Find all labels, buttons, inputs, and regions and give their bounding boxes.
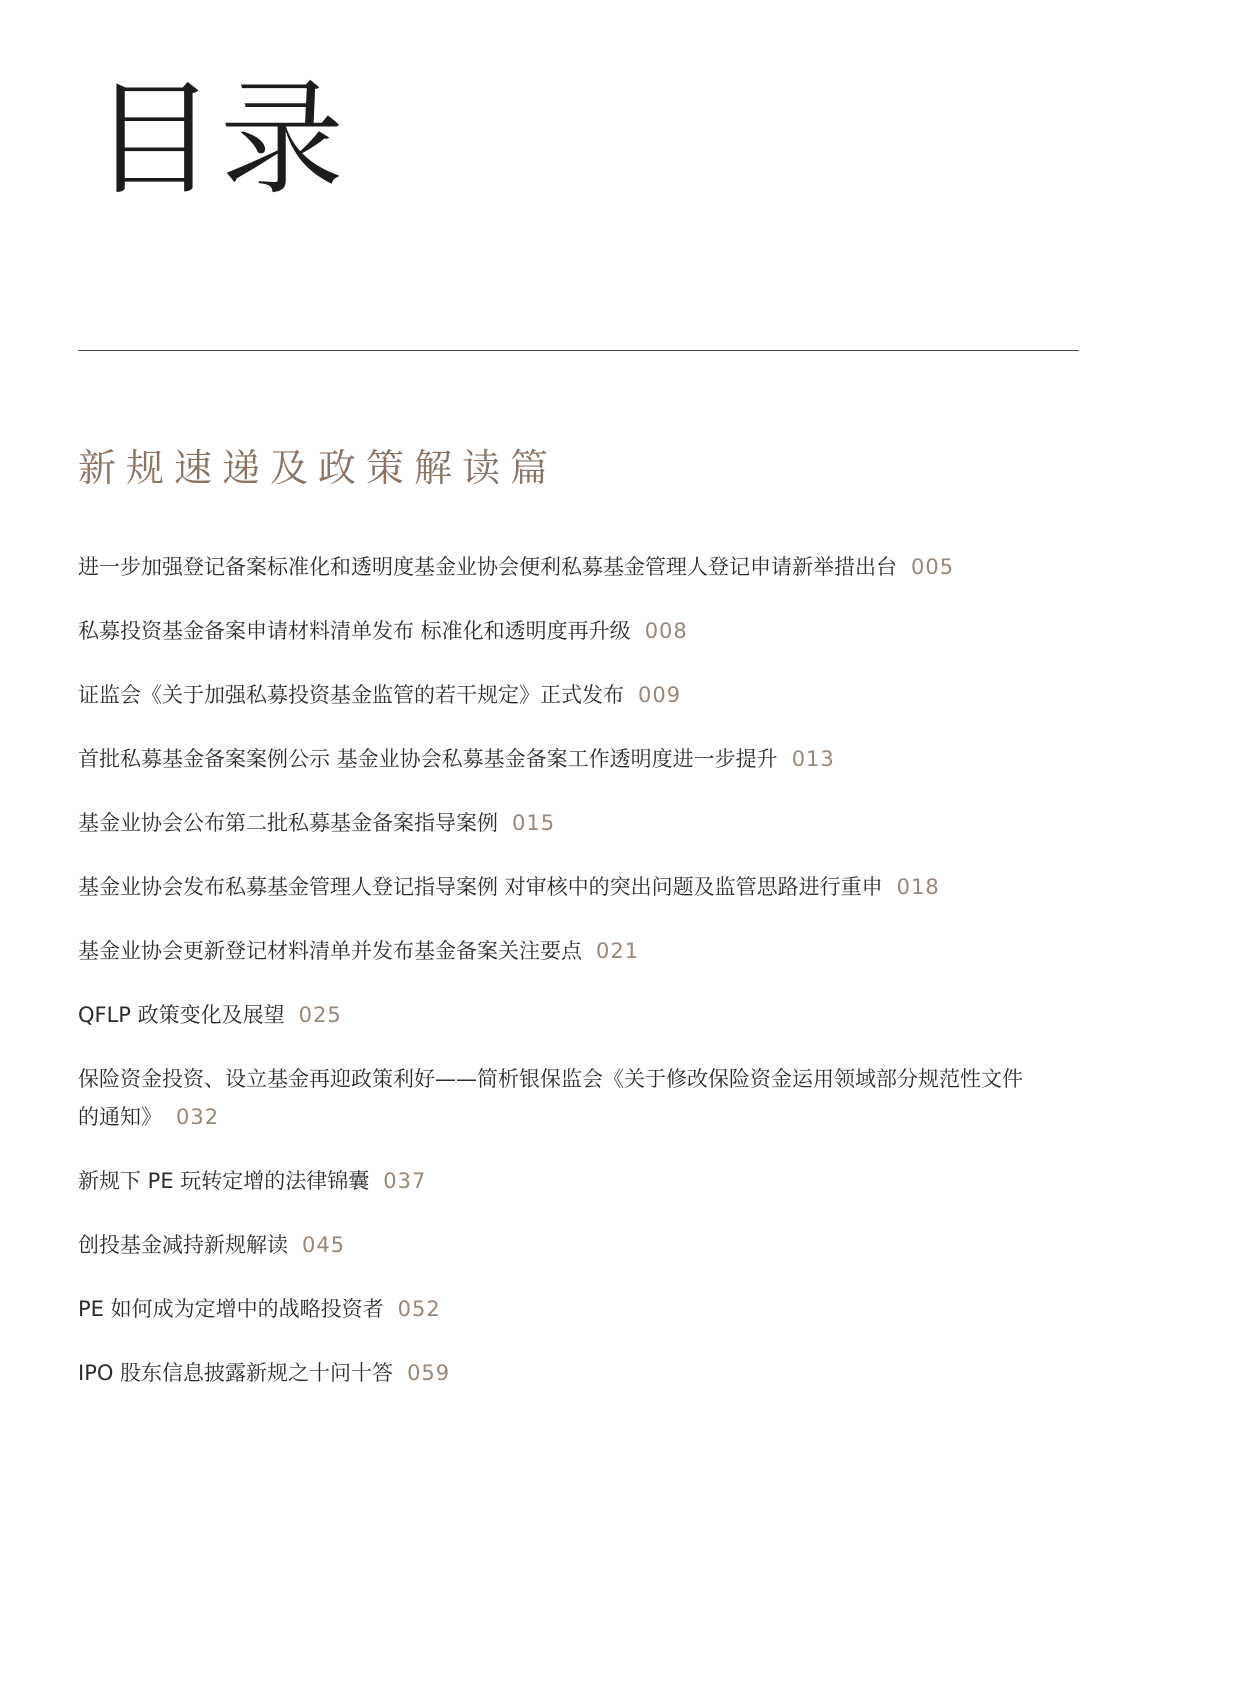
toc-entry-page: 015 — [512, 811, 556, 835]
toc-entry[interactable] — [78, 548, 1038, 586]
toc-entry-page: 052 — [397, 1297, 441, 1321]
toc-entry-page: 018 — [896, 875, 940, 899]
toc-entry[interactable] — [78, 1290, 1038, 1328]
toc-entry[interactable] — [78, 676, 1038, 714]
toc-entry[interactable] — [78, 740, 1038, 778]
section-heading: 新规速递及政策解读篇 — [78, 446, 559, 490]
toc-entry-title: 保险资金投资、设立基金再迎政策利好——简析银保监会《关于修改保险资金运用领域部分规范性文件的通知》 — [78, 1067, 1023, 1129]
toc-entry-page: 013 — [791, 747, 835, 771]
page-title: 目录 — [92, 68, 349, 212]
toc-entry[interactable] — [78, 996, 1038, 1034]
toc-entry-title: PE 如何成为定增中的战略投资者 — [78, 1297, 384, 1321]
toc-entry-page: 008 — [644, 619, 688, 643]
toc-entry-page: 037 — [383, 1169, 427, 1193]
toc-entry-page: 009 — [638, 683, 682, 707]
toc-entry-title: 新规下 PE 玩转定增的法律锦囊 — [78, 1169, 370, 1193]
divider-line — [78, 350, 1079, 351]
toc-entry[interactable] — [78, 1060, 1038, 1136]
toc-entry-title: 基金业协会更新登记材料清单并发布基金备案关注要点 — [78, 939, 582, 963]
toc-list — [78, 548, 1038, 1418]
toc-entry[interactable] — [78, 1354, 1038, 1392]
toc-entry-page: 032 — [176, 1105, 220, 1129]
toc-entry-title: IPO 股东信息披露新规之十问十答 — [78, 1361, 394, 1385]
toc-entry-title: QFLP 政策变化及展望 — [78, 1003, 285, 1027]
toc-entry-title: 首批私募基金备案案例公示 基金业协会私募基金备案工作透明度进一步提升 — [78, 747, 778, 771]
toc-entry-title: 基金业协会发布私募基金管理人登记指导案例 对审核中的突出问题及监管思路进行重申 — [78, 875, 883, 899]
toc-entry[interactable] — [78, 868, 1038, 906]
toc-entry[interactable] — [78, 612, 1038, 650]
toc-entry-page: 059 — [407, 1361, 451, 1385]
toc-entry-title: 进一步加强登记备案标准化和透明度基金业协会便利私募基金管理人登记申请新举措出台 — [78, 555, 897, 579]
toc-entry-title: 证监会《关于加强私募投资基金监管的若干规定》正式发布 — [78, 683, 624, 707]
toc-entry[interactable] — [78, 804, 1038, 842]
toc-entry-title: 私募投资基金备案申请材料清单发布 标准化和透明度再升级 — [78, 619, 631, 643]
toc-entry-title: 创投基金减持新规解读 — [78, 1233, 288, 1257]
toc-entry-page: 025 — [298, 1003, 342, 1027]
toc-entry[interactable] — [78, 1162, 1038, 1200]
toc-entry-page: 045 — [302, 1233, 346, 1257]
toc-entry[interactable] — [78, 932, 1038, 970]
toc-entry-page: 021 — [596, 939, 640, 963]
toc-entry[interactable] — [78, 1226, 1038, 1264]
toc-entry-title: 基金业协会公布第二批私募基金备案指导案例 — [78, 811, 498, 835]
toc-entry-page: 005 — [911, 555, 955, 579]
